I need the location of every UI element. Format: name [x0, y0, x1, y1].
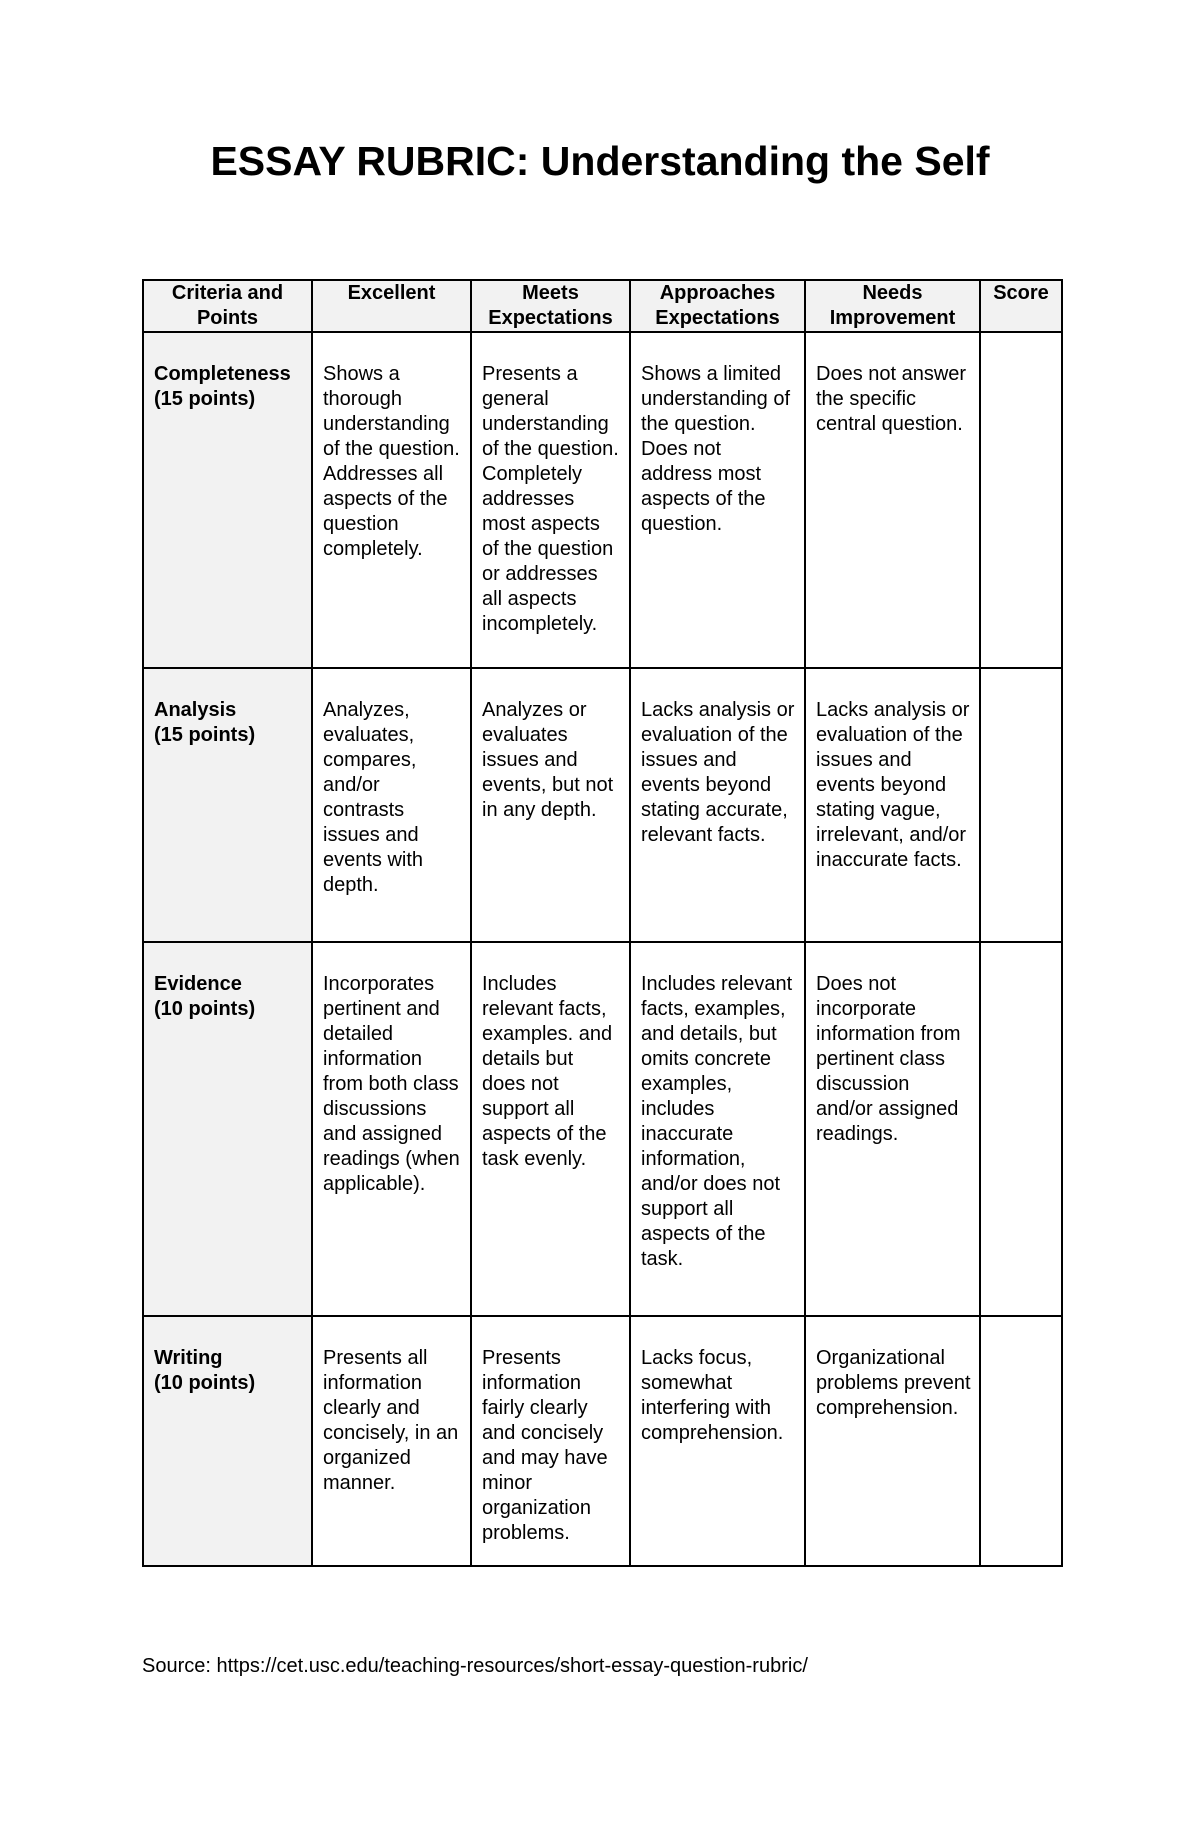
score-cell[interactable] — [980, 1316, 1062, 1566]
header-approaches — [630, 280, 805, 332]
needs-cell: Does not answer the specific central question. — [805, 332, 980, 668]
table-row — [143, 668, 1062, 942]
header-score — [980, 280, 1062, 332]
criteria-cell — [143, 1316, 312, 1566]
header-criteria-line1: Criteria and — [171, 282, 284, 304]
header-approaches-line1: Approaches — [659, 282, 776, 304]
criteria-name: Analysis — [154, 699, 237, 721]
criteria-name: Writing — [154, 1347, 223, 1369]
approaches-cell: Includes relevant facts, examples, and details, but omits concrete examples, includes inaccurate information, and/or does not support all aspects of the task. — [630, 942, 805, 1316]
table-row — [143, 1316, 1062, 1566]
score-cell[interactable] — [980, 942, 1062, 1316]
criteria-points: (15 points) — [154, 724, 256, 746]
header-criteria-line2: Points — [196, 307, 259, 329]
header-criteria — [143, 280, 312, 332]
meets-cell: Presents a general understanding of the question. Completely addresses most aspects of the question or addresses all aspects incompletely. — [471, 332, 630, 668]
score-cell[interactable] — [980, 668, 1062, 942]
criteria-name: Evidence — [154, 973, 242, 995]
header-meets-line2: Expectations — [488, 307, 613, 329]
header-needs — [805, 280, 980, 332]
table-row — [143, 332, 1062, 668]
header-score-label: Score — [993, 282, 1049, 304]
criteria-cell — [143, 332, 312, 668]
header-meets — [471, 280, 630, 332]
approaches-cell: Shows a limited understanding of the question. Does not address most aspects of the question. — [630, 332, 805, 668]
criteria-points: (15 points) — [154, 388, 256, 410]
needs-cell: Does not incorporate information from pertinent class discussion and/or assigned readings. — [805, 942, 980, 1316]
excellent-cell: Shows a thorough understanding of the question. Addresses all aspects of the question completely. — [312, 332, 471, 668]
header-row — [143, 280, 1062, 332]
header-meets-line1: Meets — [522, 282, 579, 304]
criteria-points: (10 points) — [154, 998, 256, 1020]
score-cell[interactable] — [980, 332, 1062, 668]
header-excellent — [312, 280, 471, 332]
header-approaches-line2: Expectations — [655, 307, 780, 329]
approaches-cell: Lacks focus, somewhat interfering with comprehension. — [630, 1316, 805, 1566]
meets-cell: Presents information fairly clearly and concisely and may have minor organization problems. — [471, 1316, 630, 1566]
source-citation: Source: https://cet.usc.edu/teaching-resources/short-essay-question-rubric/ — [142, 1655, 808, 1677]
excellent-cell: Analyzes, evaluates, compares, and/or contrasts issues and events with depth. — [312, 668, 471, 942]
needs-cell: Organizational problems prevent comprehension. — [805, 1316, 980, 1566]
meets-cell: Analyzes or evaluates issues and events, but not in any depth. — [471, 668, 630, 942]
approaches-cell: Lacks analysis or evaluation of the issues and events beyond stating accurate, relevant facts. — [630, 668, 805, 942]
header-needs-line1: Needs — [862, 282, 923, 304]
criteria-name: Completeness — [154, 363, 291, 385]
excellent-cell: Incorporates pertinent and detailed information from both class discussions and assigned readings (when applicable). — [312, 942, 471, 1316]
criteria-cell — [143, 942, 312, 1316]
header-needs-line2: Improvement — [829, 307, 956, 329]
header-excellent-label: Excellent — [347, 282, 436, 304]
meets-cell: Includes relevant facts, examples. and details but does not support all aspects of the task evenly. — [471, 942, 630, 1316]
table-row — [143, 942, 1062, 1316]
criteria-points: (10 points) — [154, 1372, 256, 1394]
needs-cell: Lacks analysis or evaluation of the issues and events beyond stating vague, irrelevant, and/or inaccurate facts. — [805, 668, 980, 942]
page-title: ESSAY RUBRIC: Understanding the Self — [210, 138, 990, 184]
rubric-table — [142, 279, 1063, 1567]
criteria-cell — [143, 668, 312, 942]
excellent-cell: Presents all information clearly and concisely, in an organized manner. — [312, 1316, 471, 1566]
